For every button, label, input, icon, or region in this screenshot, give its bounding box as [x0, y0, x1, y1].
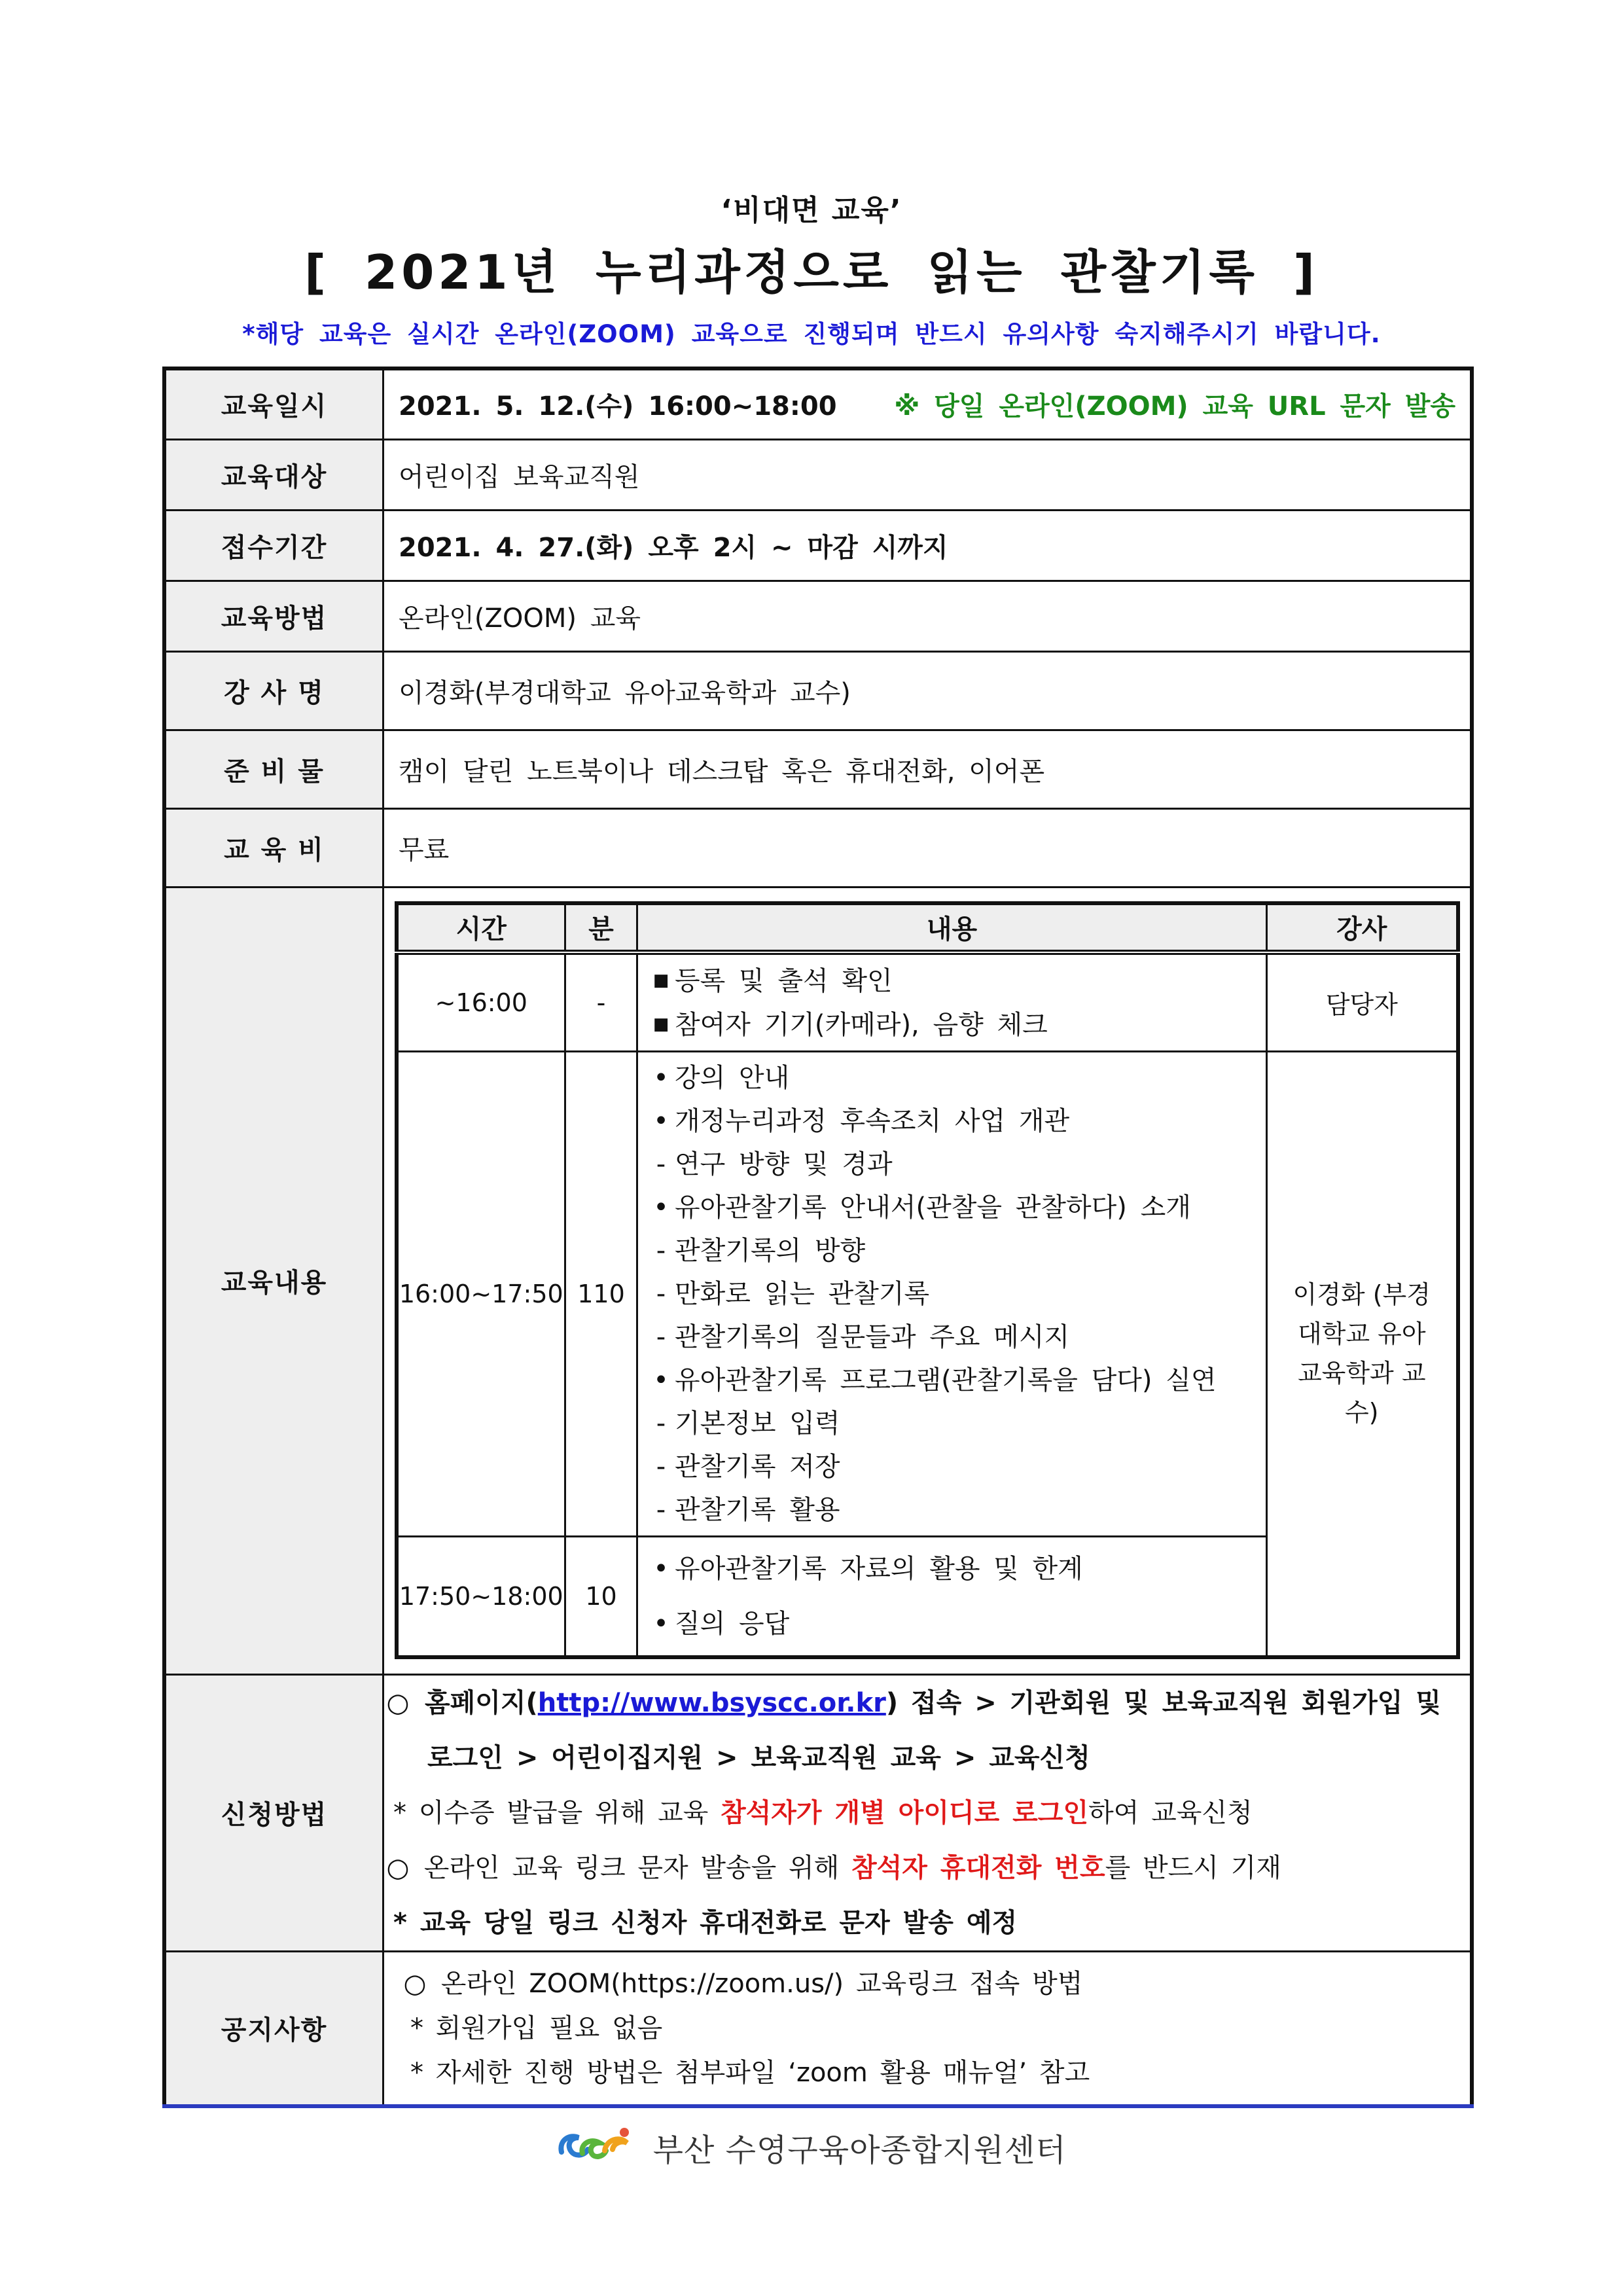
list-item: - 관찰기록 저장: [647, 1445, 1257, 1488]
apply-line-4: ○ 온라인 교육 링크 문자 발송을 위해 참석자 휴대전화 번호를 반드시 기재: [384, 1840, 1470, 1895]
row1-content: [637, 952, 1267, 1052]
apply-line-2: 로그인 > 어린이집지원 > 보육교직원 교육 > 교육신청: [427, 1742, 1090, 1773]
value-supplies: 캠이 달린 노트북이나 데스크탑 혹은 휴대전화, 이어폰: [383, 730, 1472, 808]
square-bullet-icon: ■: [652, 970, 669, 990]
label-instructor: 강 사 명: [164, 651, 383, 730]
dash-icon: -: [656, 1494, 666, 1525]
top-notice: *해당 교육은 실시간 온라인(ZOOM) 교육으로 진행되며 반드시 유의사항 숙지해주시기 바랍니다.: [242, 320, 1381, 348]
list-item: - 관찰기록 활용: [647, 1488, 1257, 1532]
schedule-table: [395, 901, 1460, 1659]
value-period: 2021. 4. 27.(화) 오후 2시 ~ 마감 시까지: [383, 510, 1472, 581]
label-fee: 교 육 비: [164, 808, 383, 887]
list-item: • 강의 안내: [647, 1056, 1257, 1100]
date-text: 2021. 5. 12.(수) 16:00~18:00: [399, 391, 837, 422]
square-bullet-icon: ■: [652, 1014, 669, 1034]
notice-line-2: * 회원가입 필요 없음: [410, 2013, 663, 2043]
bullet-icon: •: [653, 1608, 669, 1639]
row3-time: 17:50~18:00: [397, 1536, 565, 1657]
row2-lecturer: 이경화 (부경대학교 유아교육학과 교수): [1267, 1051, 1458, 1657]
circle-icon: ○: [403, 1968, 427, 1999]
list-item: • 유아관찰기록 자료의 활용 및 한계: [647, 1541, 1257, 1596]
label-method: 교육방법: [164, 581, 383, 651]
value-date: [383, 368, 1472, 439]
bullet-icon: •: [653, 1105, 669, 1136]
row2-time: 16:00~17:50: [397, 1051, 565, 1536]
header-lecturer: 강사: [1267, 903, 1458, 952]
row2-content: [637, 1051, 1267, 1536]
header-time: 시간: [397, 903, 565, 952]
row1-lecturer: 담당자: [1267, 952, 1458, 1052]
value-method: 온라인(ZOOM) 교육: [383, 581, 1472, 651]
list-item: ■ 등록 및 출석 확인: [647, 959, 1257, 1003]
bullet-icon: •: [653, 1553, 669, 1584]
center-logo-icon: [556, 2121, 635, 2174]
notice-line-1: ○ 온라인 ZOOM(https://zoom.us/) 교육링크 접속 방법: [401, 1962, 1453, 2006]
row2-minutes: 110: [565, 1051, 637, 1536]
apply-line-3: * 이수증 발급을 위해 교육 참석자가 개별 아이디로 로그인하여 교육신청: [393, 1797, 1253, 1828]
circle-icon: ○: [386, 1852, 410, 1883]
bullet-icon: •: [653, 1062, 669, 1093]
info-table: [162, 367, 1474, 2108]
apply-cell: [383, 1674, 1472, 1951]
apply-line-1: ○ 홈페이지(http://www.bsyscc.or.kr) 접속 > 기관회원 및 보육교직원 회원가입 및: [384, 1676, 1470, 1731]
row1-time: ~16:00: [397, 952, 565, 1052]
bullet-icon: •: [653, 1192, 669, 1223]
dash-icon: -: [656, 1235, 666, 1266]
label-notice: 공지사항: [164, 1951, 383, 2106]
list-item: - 관찰기록의 방향: [647, 1229, 1257, 1272]
dash-icon: -: [656, 1408, 666, 1439]
list-item: - 관찰기록의 질문들과 주요 메시지: [647, 1316, 1257, 1359]
row3-minutes: 10: [565, 1536, 637, 1657]
notice-cell: [383, 1951, 1472, 2106]
circle-icon: ○: [386, 1687, 410, 1718]
header-content: 내용: [637, 903, 1267, 952]
date-note: ※ 당일 온라인(ZOOM) 교육 URL 문자 발송: [894, 391, 1455, 422]
dash-icon: -: [656, 1278, 666, 1309]
list-item: • 개정누리과정 후속조치 사업 개관: [647, 1100, 1257, 1143]
row3-content: [637, 1536, 1267, 1657]
footer-org: 부산 수영구육아종합지원센터: [652, 2132, 1067, 2169]
list-item: - 연구 방향 및 경과: [647, 1143, 1257, 1186]
value-fee: 무료: [383, 808, 1472, 887]
schedule-cell: [383, 887, 1472, 1674]
dash-icon: -: [656, 1321, 666, 1352]
notice-line-3: * 자세한 진행 방법은 첨부파일 ‘zoom 활용 매뉴얼’ 참고: [410, 2057, 1090, 2088]
row1-minutes: -: [565, 952, 637, 1052]
label-supplies: 준 비 물: [164, 730, 383, 808]
list-item: • 질의 응답: [647, 1596, 1257, 1651]
label-period: 접수기간: [164, 510, 383, 581]
value-instructor: 이경화(부경대학교 유아교육학과 교수): [383, 651, 1472, 730]
header-minutes: 분: [565, 903, 637, 952]
list-item: - 기본정보 입력: [647, 1402, 1257, 1445]
label-schedule: 교육내용: [164, 887, 383, 1674]
page-title: [ 2021년 누리과정으로 읽는 관찰기록 ]: [304, 245, 1319, 300]
list-item: • 유아관찰기록 프로그램(관찰기록을 담다) 실연: [647, 1359, 1257, 1402]
value-target: 어린이집 보육교직원: [383, 439, 1472, 510]
bullet-icon: •: [653, 1365, 669, 1395]
dash-icon: -: [656, 1451, 666, 1482]
list-item: • 유아관찰기록 안내서(관찰을 관찰하다) 소개: [647, 1186, 1257, 1229]
list-item: - 만화로 읽는 관찰기록: [647, 1272, 1257, 1316]
label-date: 교육일시: [164, 368, 383, 439]
label-target: 교육대상: [164, 439, 383, 510]
apply-line-5: * 교육 당일 링크 신청자 휴대전화로 문자 발송 예정: [393, 1907, 1018, 1938]
label-apply: 신청방법: [164, 1674, 383, 1951]
page-subtitle: ‘비대면 교육’: [721, 194, 902, 227]
footer: [0, 2121, 1623, 2174]
list-item: ■ 참여자 기기(카메라), 음향 체크: [647, 1003, 1257, 1047]
dash-icon: -: [656, 1149, 666, 1179]
homepage-link[interactable]: http://www.bsyscc.or.kr: [537, 1687, 886, 1718]
